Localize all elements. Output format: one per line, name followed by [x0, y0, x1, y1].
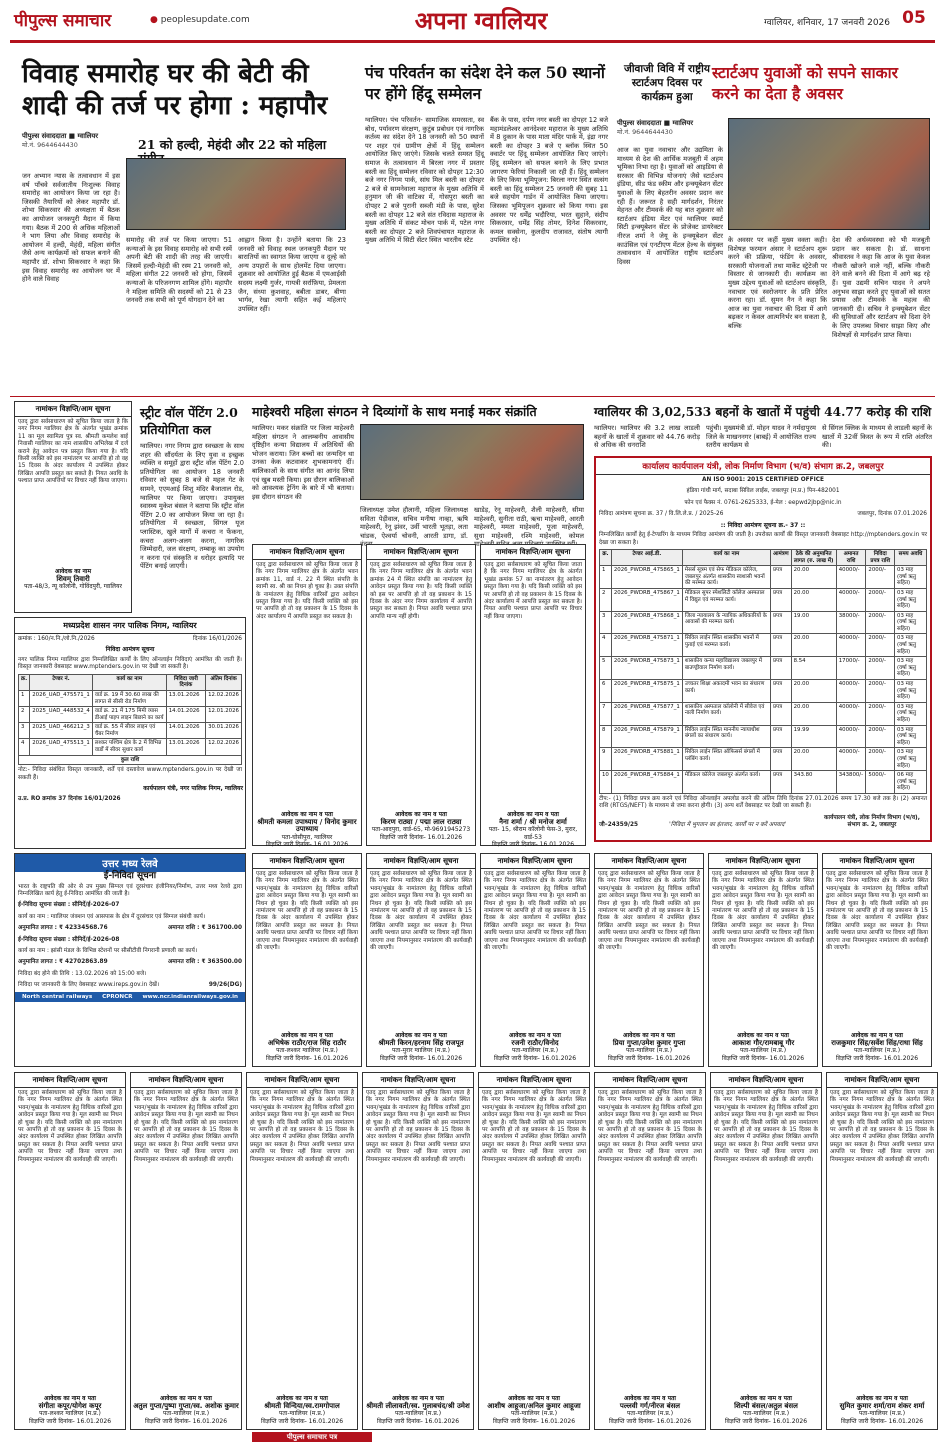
table-row: [600, 702, 927, 725]
dateline: ग्वालियर, शनिवार, 17 जनवरी 2026: [764, 18, 890, 28]
notice-title: नामांकन विज्ञप्ति/आम सूचना: [367, 545, 475, 560]
notice-sig-line: विज्ञप्ति जारी दिनांक- 16.01.2026: [144, 1417, 228, 1425]
table-cell: 20.00: [791, 566, 836, 589]
mpnn-tender: मध्यप्रदेश शासन नगर पालिक निगम, ग्वालियर क्रमांक : 160/न.नि./लो.नि./2026 दिनांक 16/01/2026 निविदा आमंत्रण सूचना नगर पालिक निगम ग्वालियर द्वारा निम्नलिखित कार्यों के लिए ऑनलाईन निविदाएं आमंत्रित की जाती हैं। विस्तृत जानकारी वेबसाइट www.mptenders.gov.in पर देखी जा सकती है। क्र. टेण्डर नं. कार्य का नाम निविदा जारी दिनांक अंतिम दिनांक 1 2026_UAD_475571_1 वार्ड क्र. 19 में 30.60 लाख की लागत से सीसी रोड निर्माण 13.01.2026 12.02.2026 2 2025_UAD_448532_4 वार्ड क्र. 21 में 175 मिमी व्यास डीआई पाइप लाइन बिछाने का कार्य 14.01.2026 12.01.2026 3 2025_UAD_466212_3 वार्ड क्र. 55 में सीवर लाइन एवं चैंबर निर्माण 14.01.2026 30.01.2026 4 2026_UAD_475513_1 लश्कर पश्चिम क्षेत्र के 2 में विभिन्न वार्डों में सीवर सुधार कार्य 13.01.2026 12.02.2026 कुल राशि नोट:- निविदा संबंधित विस्तृत जानकारी, शर्तें एवं दस्तावेज www.mptenders.gov.in पर देखी जा सकती हैं। कार्यपालन यंत्री, नगर पालिक निगम, ग्वालियर उ.प्र. RO क्रमांक 37 दिनांक 16/01/2026: [14, 617, 246, 849]
notice-sig-line: आवेदक का नाम व पता: [395, 811, 447, 818]
notice-sig-line: आवेदक का नाम व पता: [509, 1032, 561, 1039]
table-cell: 6: [600, 680, 612, 703]
notice-sig-line: आवेदक का नाम व पता: [392, 1395, 444, 1402]
table-row: [600, 725, 927, 748]
notice-sig-line: संगीता कपूर/योगेश कपूर: [38, 1401, 102, 1410]
notice-signature: [711, 1394, 821, 1426]
name-transfer-notice: [366, 853, 476, 1067]
maheshwari-col1: ग्वालियर। मकर संक्रांति पर जिला माहेश्वरी महिला संगठन ने आलम्बनीय आवासीय दृष्टिहीन कन्या विद्यालय में अतिथियों की भोजन कराया। जिन बच्चों का जन्मदिन था उनका केक कटवाकर शुभकामनाएं दीं। बालिकाओं के साथ संगीत का आनंद लिया एवं खुब मस्ती किया। इस दौरान बालिकाओं को आवश्यक ट्रेनिंग के बारे में भी बताया। इस दौरान संगठन की: [252, 424, 354, 501]
table-row: [600, 588, 927, 611]
notice-sig-line: पता-ग्वालियर (म.प्र.): [739, 1047, 787, 1054]
table-cell: 2026_PWDRB_475881_1: [611, 748, 682, 771]
table-cell: 2026_PWDRB_475867_1: [611, 588, 682, 611]
table-cell: 8: [600, 725, 612, 748]
notice-body: एतद् द्वारा सर्वसाधारण को सूचित किया जाता है कि नगर निगम ग्वालियर क्षेत्र के अंतर्गत स्थित भवन/भूखंड के नामांतरण हेतु विधिक वारिसों द्वारा आवेदन प्रस्तुत किया गया है। मूल स्वामी का निधन हो चुका है। यदि किसी व्यक्ति को इस नामांतरण पर आपत्ति हो तो वह प्रकाशन के 15 दिवस के अंदर कार्यालय में उपस्थित होकर लिखित आपत्ति प्रस्तुत कर सकता है। नियत अवधि पश्चात प्राप्त आपत्ति पर विचार नहीं किया जाएगा तथा नियमानुसार नामांतरण की कार्यवाही की जाएगी।: [482, 1090, 586, 1163]
table-cell: 19.00: [791, 611, 836, 634]
ladli-col2: पहुंची। मुख्यमंत्री डॉ. मोहन यादव ने नर्मदापुरम जिले के माखननगर (बाबई) में आयोजित राज्य स्तरीय कार्यक्रम से: [706, 424, 816, 450]
table-row: [600, 566, 927, 589]
table-cell: 03 माह (वर्षा ऋतु सहित): [895, 634, 927, 657]
notice-title: नामांकन विज्ञप्ति/आम सूचना: [479, 1073, 589, 1088]
notice-sig-line: आकाश गौर/रामबाबू गौर: [731, 1038, 795, 1047]
table-cell: 40000/-: [836, 588, 866, 611]
notice-sig-line: आवेदक का नाम व पता: [737, 1032, 789, 1039]
notice-signature: [367, 1031, 475, 1063]
table-cell: 10: [600, 771, 612, 794]
notice-title: नामांकन विज्ञप्ति/आम सूचना: [15, 1073, 125, 1088]
lead-photo: [126, 158, 346, 230]
notice-sig-line: अभिषेक राठौर/राज सिंह राठौर: [267, 1038, 347, 1047]
railway-brand: उत्तर मध्य रेलवे: [15, 854, 245, 872]
lead-subhead: 21 को हल्दी, मेहंदी और 22 को महिला: [138, 137, 327, 152]
railway-link: www.ncr.indianrailways.gov.in: [142, 993, 239, 1000]
notice-title: नामांकन विज्ञप्ति/आम सूचना: [253, 854, 361, 869]
table-cell: 03 माह (वर्षा ऋतु सहित): [895, 702, 927, 725]
notice-title: नामांकन विज्ञप्ति/आम सूचना: [709, 854, 817, 869]
notice-sig-line: विज्ञप्ति जारी दिनांक- 16.01.2026: [608, 1417, 692, 1425]
table-cell: 7: [600, 702, 612, 725]
table-cell: 20.00: [791, 748, 836, 771]
left-notice: नामांकन विज्ञप्ति/आम सूचना एतद् द्वारा सर्वसाधारण को सूचित किया जाता है कि नगर निगम ग्वालियर क्षेत्र के अंतर्गत भूखंड क्रमांक 11 का मूल स्वामित्व पुत्र स्व. श्रीमती कमलेश बाई निवासी ग्वालियर का नाम शासकीय अभिलेख में दर्ज कराने हेतु आवेदन पत्र प्रस्तुत किया गया है। यदि किसी व्यक्ति को इस नामांतरण पर आपत्ति हो तो वह 15 दिवस के अंदर कार्यालय में उपस्थित होकर लिखित आपत्ति प्रस्तुत कर सकते हैं। नियत अवधि के पश्चात प्राप्त आपत्तियों पर विचार नहीं किया जाएगा। आवेदक का नाम शिवम् तिवारी पता-48/3, न्यू कॉलोनी, गोविंदपुरी, ग्वालियर: [14, 401, 132, 613]
hindu-col1: ग्वालियर। पंच परिवर्तन- सामाजिक समरसता, स्व बोध, पर्यावरण संरक्षण, कुटुंब प्रबोधन एवं नागरिक कर्तव्य का संदेश देने 18 जनवरी को 50 स्थानों पर शहर एवं ग्रामीण क्षेत्रों में हिंदू सम्मेलन आयोजित किए जाएंगे। जिसके चलते समस्त हिंदू समाज के तत्वावधान में बिरला नगर में प्रस्तार बस्ती का हिंदू सम्मेलन रविवार को दोपहर 12:30 बजे नगर निगम पार्क, सांघ मिल बस्ती का दोपहर 2 बजे से सामनेवाला महाराज के मुख्य अतिथि में हनुमान जी की वाटिका में, गोसपुरा बस्ती का दोपहर 2 बजे पुरानी सब्जी मंडी के पास, सुरेश बस्ती का दोपहर 12 बजे संत रविदास महाराज के मुख्य अतिथि में संकट मोचन पार्क में, पटेल नगर बस्ती का दोपहर 2 बजे शिवपंचायत महाराज के मुख्य अतिथि में सिटी सेंटर स्थित भारतीय स्टेट: [365, 116, 484, 245]
name-transfer-notice: [594, 853, 704, 1067]
name-transfer-notice: [480, 853, 590, 1067]
hindu-col2: बैंक के पास, दर्पण नगर बस्ती का दोपहर 12 बजे महामंडलेश्वर आनंदेश्वर महाराज के मुख्य अतिथि में 8 दुकान के पास माता मंदिर पार्क में, इंद्रा नगर बस्ती का दोपहर 3 बजे ए ब्लॉक स्थित 50 क्वार्टर पर हिंदू सम्मेलन आयोजित किए जाएंगे। हिंदू सम्मेलन को सफल बनाने के लिए प्रभात जागरण फेरियां निकाली जा रही हैं। हिंदू सम्मेलन के लिए किया भूमिपूजन: बिरला नगर स्थित सत्संग बस्ती का हिंदू सम्मेलन 25 जनवरी की सुबह 11 बजे सहयोग गार्डन में आयोजित किया जाएगा। जिसका भूमिपूजन शुक्रवार को किया गया। इस अवसर पर धर्मेंद्र भदौरिया, भरत सुहाने, संदीप सिकरवार, धर्मेंद्र सिंह तोमर, दिनेश सिकरवार, कमल सक्सेना, कुलदीप राजावत, संतोष त्यागी उपस्थित रहे।: [490, 116, 608, 245]
pwd-tender: कार्यालय कार्यपालन यंत्री, लोक निर्माण विभाग (भ/व) संभाग क्र.2, जबलपुर AN ISO 9001: 2015 CERTIFIED OFFICE हंडिया गांधी मार्ग, सदाबा सिविल लाईंस, जबलपुर (म.प्र.) पिन-482001 फोन एवं फैक्स नं. 0761-2625333, ई-मेल : eepwd2jbp@nic.in निविदा आमंत्रण सूचना क्र. 37 / वि.लि.ले.प्र. / 2025-26 जबलपुर, दिनांक 07.01.2026 :: निविदा आमंत्रण सूचना क्र.- 37 :: निम्नलिखित कार्यों हेतु ई-टेण्डरिंग के माध्यम निविदा आमंत्रण की जाती है। उपरोक्त कार्यों की विस्तृत जानकारी वेबसाइट http://mptenders.gov.in पर देखा जा सकता है। क्र. टेण्डर आई.डी. कार्य का नाम आमंत्रण ठेके की अनुमानित लागत (रु. लाख में) अमानत राशि निविदा प्रपत्र राशि समय अवधि 1 2026_PWDRB_475865_1 मेसर्स सूत्रम एवं सेफ मेडिकल कॉलेज, जबलपुर अंतर्गत शासकीय स्वशासी भवनों की मरम्मत कार्य। प्रपत्र 20.00 40000/- 2000/- 03 माह (वर्षा ऋतु सहित) 2 2026_PWDRB_475867_1 मेडिकल सुपर स्पेशलिटी कॉलेज अस्पताल में विद्युत एवं मरम्मत कार्य। प्रपत्र 20.00 40000/- 2000/- 03 माह (वर्षा ऋतु सहित) 3 2026_PWDRB_475868_1 जिला न्यायालय के न्यायिक अधिकारियों के आवासों की मरम्मत कार्य। प्रपत्र 19.00 38000/- 2000/- 03 माह (वर्षा ऋतु सहित) 4 2026_PWDRB_475871_1 सिविल लाईन स्थित शासकीय भवनों में पुताई एवं मरम्मत कार्य। प्रपत्र 20.00 40000/- 2000/- 03 माह (वर्षा ऋतु सहित) 5 2026_PWDRB_475873_1 शासकीय कन्या महाविद्यालय जबलपुर में बाउण्ड्रीवाल निर्माण कार्य। प्रपत्र 8.54 17000/- 2000/- 03 माह (वर्षा ऋतु सहित) 6 2026_PWDRB_475875_1 उच्चतर शिक्षा अकादमी भवन का संधारण कार्य। प्रपत्र 20.00 40000/- 2000/- 03 माह (वर्षा ऋतु सहित) 7 2026_PWDRB_475877_1 शासकीय अस्पताल कॉलोनी में सीवेज एवं नाली निर्माण कार्य। प्रपत्र 20.00 40000/- 2000/- 03 माह (वर्षा ऋतु सहित) 8 2026_PWDRB_475879_1 सिविल लाईन स्थित माननीय न्यायाधीश बंगलों का संधारण कार्य। प्रपत्र 19.99 40000/- 2000/- 03 माह (वर्षा ऋतु सहित) 9 2026_PWDRB_475881_1 सिविल लाईन स्थित ऑफिसर्स बंगलों में प्लंबिंग कार्य। प्रपत्र 20.00 40000/- 2000/- 03 माह (वर्षा ऋतु सहित) 10 2026_PWDRB_475884_1 मेडिकल कॉलेज जबलपुर अंतर्गत कार्य। प्रपत्र 343.80 343800/- 5000/- 06 माह (वर्षा ऋतु सहित) टीप:- (1) निविदा प्रपत्र क्रय करने एवं निविदा ऑनलाईन अपलोड करने की अंतिम तिथि दिनांक 27.01.2026 समय 17.30 बजे तक है। (2) अमानत राशि (RTGS/NEFT) के माध्यम से जमा करना होगी। (3) अन्य शर्तें वेबसाइट पर देखी जा सकती हैं। जी–24359/25 'निविदा में भुगतान का इंतजार, कार्यों पर न करें अपवाद' कार्यपालन यंत्री, लोक निर्माण विभाग (भ/व), संभाग क्र. 2, जबलपुर: [594, 456, 932, 842]
notice-sig-line: पता-घोसीपुरा, ग्वालियर: [281, 833, 333, 841]
notice-sig-line: पता-ग्वालियर (म.प्र.): [394, 1410, 442, 1417]
masthead: [0, 0, 945, 44]
notice-sig-line: पता-ग्वालियर (म.प्र.): [278, 1410, 326, 1417]
table-row: [600, 611, 927, 634]
notice-body: एतद् द्वारा सर्वसाधारण को सूचित किया जाता है कि नगर निगम ग्वालियर क्षेत्र के अंतर्गत स्थित भवन/भूखंड के नामांतरण हेतु विधिक वारिसों द्वारा आवेदन प्रस्तुत किया गया है। मूल स्वामी का निधन हो चुका है। यदि किसी व्यक्ति को इस नामांतरण पर आपत्ति हो तो वह प्रकाशन के 15 दिवस के अंदर कार्यालय में उपस्थित होकर लिखित आपत्ति प्रस्तुत कर सकता है। नियत अवधि पश्चात प्राप्त आपत्ति पर विचार नहीं किया जाएगा तथा नियमानुसार नामांतरण की कार्यवाही की जाएगी।: [256, 871, 358, 952]
table-cell: मेडिकल कॉलेज जबलपुर अंतर्गत कार्य।: [682, 771, 770, 794]
bottom-banner: पीपुल्स समाचार पत्र: [252, 1432, 372, 1442]
table-cell: मेडिकल सुपर स्पेशलिटी कॉलेज अस्पताल में विद्युत एवं मरम्मत कार्य।: [682, 588, 770, 611]
notice-signature: [827, 1394, 937, 1426]
notice-title: नामांकन विज्ञप्ति/आम सूचना: [253, 545, 361, 560]
notice-body: एतद् द्वारा सर्वसाधारण को सूचित किया जाता है कि नगर निगम ग्वालियर क्षेत्र के अंतर्गत स्थित भवन/भूखंड के नामांतरण हेतु विधिक वारिसों द्वारा आवेदन प्रस्तुत किया गया है। मूल स्वामी का निधन हो चुका है। यदि किसी व्यक्ति को इस नामांतरण पर आपत्ति हो तो वह प्रकाशन के 15 दिवस के अंदर कार्यालय में उपस्थित होकर लिखित आपत्ति प्रस्तुत कर सकता है। नियत अवधि पश्चात प्राप्त आपत्ति पर विचार नहीं किया जाएगा तथा नियमानुसार नामांतरण की कार्यवाही की जाएगी।: [598, 1090, 702, 1163]
table-cell: 03 माह (वर्षा ऋतु सहित): [895, 748, 927, 771]
notice-sig-line: विज्ञप्ति जारी दिनांक- 16.01.2026: [379, 1054, 463, 1062]
notice-signature: [481, 810, 585, 850]
lead-col2: समारोह की तर्ज पर किया जाएगा। 51 कन्याओं के इस विवाह समारोह को सभी रस्में अपनी बेटी की शादी की तरह की जाएगी। जिसमें हल्दी-मेहंदी की रस्म 21 जनवरी को, महिला संगीत 22 जनवरी को होगा, जिसमें कन्याओं के परिजनगण शामिल होंगे। महापौर ने महिला समिति की सदस्यों को 21 से 23 जनवरी तक सभी को पूर्ण योगदान देने का: [126, 236, 232, 305]
table-cell: 19.99: [791, 725, 836, 748]
notice-title: नामांकन विज्ञप्ति/आम सूचना: [247, 1073, 357, 1088]
table-row: [600, 634, 927, 657]
startup-col2: देश की अर्थव्यवस्था को भी मजबूती प्रदान कर सकता है। डॉ. साधना श्रीवास्तव ने कहा कि आज के युवा केवल नौकरी खोजने वाले नहीं, बल्कि नौकरी देने वाले बनने की दिशा में आगे बढ़ रहे हैं। युवा उद्यमी सचिन यादव ने अपने अनुभव साझा करते हुए युवाओं को सतत प्रयास और टीमवर्क के महत्व की जानकारी दी। सचिव ने इन्क्यूबेशन सेंटर की सुविधाओं और स्टार्टअप को दिशा देने के लिए उपलब्ध विचार साझा किए और विशेषज्ञों से मार्गदर्शन प्राप्त किया।: [832, 236, 930, 339]
notice-sig-line: आवेदक का नाम व पता: [160, 1395, 212, 1402]
notice-body: एतद् द्वारा सर्वसाधारण को सूचित किया जाता है कि नगर निगम ग्वालियर क्षेत्र के अंतर्गत भवन क्रमांक 24 में स्थित संपत्ति का नामांतरण हेतु आवेदन प्रस्तुत किया गया है। यदि किसी व्यक्ति को इस पर आपत्ति हो तो वह प्रकाशन के 15 दिवस के अंदर नगर निगम कार्यालय में आपत्ति प्रस्तुत कर सकता है। नियत अवधि पश्चात प्राप्त आपत्ति मान्य नहीं होगी।: [370, 562, 472, 620]
notice-signature: [247, 1394, 357, 1426]
maheshwari-col2: जिलाध्यक्ष उमेश हौलानी, महिला जिलाध्यक्ष सविता पेड़ीवाल, सचिव मनीषा नाव्हा, ऋषि माहेश्वरी, रेनू झंवर, उर्वी भारती भूतड़ा, लता चांडक, ऐश्वर्या चोवनी, आरती डागा, डॉ.: [360, 506, 468, 540]
notice-sig-line: आवेदक का नाम व पता: [623, 1032, 675, 1039]
table-cell: 38000/-: [836, 611, 866, 634]
table-row: [600, 657, 927, 680]
notice-sig-line: पता-ग्वालियर (म.प्र.): [858, 1410, 906, 1417]
table-cell: सिविल लाईन स्थित माननीय न्यायाधीश बंगलों का संधारण कार्य।: [682, 725, 770, 748]
startup-headline: स्टार्टअप युवाओं को सपने साकार करने का देता है अवसर: [712, 63, 898, 103]
notice-sig-line: पता-ग्वालियर (म.प्र.): [511, 1047, 559, 1054]
notice-sig-line: पता-मुरार ग्वालियर (म.प्र.): [391, 1047, 451, 1054]
notice-signature: [253, 1031, 361, 1063]
notice-title: नामांकन विज्ञप्ति/आम सूचना: [481, 545, 585, 560]
table-cell: 2000/-: [866, 588, 895, 611]
table-cell: 3: [600, 611, 612, 634]
notice-body: एतद् द्वारा सर्वसाधारण को सूचित किया जाता है कि नगर निगम ग्वालियर क्षेत्र के अंतर्गत स्थित भवन/भूखंड के नामांतरण हेतु विधिक वारिसों द्वारा आवेदन प्रस्तुत किया गया है। मूल स्वामी का निधन हो चुका है। यदि किसी व्यक्ति को इस नामांतरण पर आपत्ति हो तो वह प्रकाशन के 15 दिवस के अंदर कार्यालय में उपस्थित होकर लिखित आपत्ति प्रस्तुत कर सकता है। नियत अवधि पश्चात प्राप्त आपत्ति पर विचार नहीं किया जाएगा तथा नियमानुसार नामांतरण की कार्यवाही की जाएगी।: [134, 1090, 238, 1163]
notice-sig-line: विज्ञप्ति जारी दिनांक- 16.01.2026: [493, 1054, 577, 1062]
notice-sig-line: पता-आदपुरा, वार्ड-65, मो-9691945273: [371, 826, 471, 833]
section-title: अपना ग्वालियर: [414, 6, 548, 35]
table-cell: 2000/-: [866, 566, 895, 589]
lead-col1: जन अभ्यान न्यास के तत्वावधान में इस वर्ष पाँचवे सर्वजातीय निःशुल्क विवाह समारोह का आयोजन किया जा रहा है। जिसकी तैयारियों को लेकर महापौर डॉ. शोभा सिकरवार की अध्यक्षता में बैठक का आयोजन जनकपुरी मैदान में किया गया। बैठक में 200 से अधिक महिलाओं ने भाग लिया और विवाह समारोह के आयोजन में हल्दी, मेहंदी, महिला संगीत जैसे अन्य कार्यक्रमों को सफल बनाने की महापौर डॉ. शोभा सिकरवार ने कहा कि इस विवाह समारोह का आयोजन घर में होने वाले विवाह: [22, 172, 120, 284]
railway-link: CPRONCR: [102, 993, 133, 1000]
notice-signature: [709, 1031, 817, 1063]
notice-sig-line: पता-ग्वालियर (म.प्र.): [853, 1047, 901, 1054]
table-cell: 40000/-: [836, 725, 866, 748]
divider-top: [10, 396, 935, 397]
notice-sig-line: पता-ग्वालियर (म.प्र.): [626, 1410, 674, 1417]
notice-sig-line: अतुल गुप्ता/पुष्पा गुप्ता/स्व. अशोक कुमार: [133, 1401, 239, 1410]
notice-body: एतद् द्वारा सर्वसाधारण को सूचित किया जाता है कि नगर निगम ग्वालियर क्षेत्र के अंतर्गत स्थित भवन/भूखंड के नामांतरण हेतु विधिक वारिसों द्वारा आवेदन प्रस्तुत किया गया है। मूल स्वामी का निधन हो चुका है। यदि किसी व्यक्ति को इस नामांतरण पर आपत्ति हो तो वह प्रकाशन के 15 दिवस के अंदर कार्यालय में उपस्थित होकर लिखित आपत्ति प्रस्तुत कर सकता है। नियत अवधि पश्चात प्राप्त आपत्ति पर विचार नहीं किया जाएगा तथा नियमानुसार नामांतरण की कार्यवाही की जाएगी।: [598, 871, 700, 952]
table-cell: 2026_PWDRB_475875_1: [611, 680, 682, 703]
notice-sig-line: विज्ञप्ति जारी दिनांक- 16.01.2026: [721, 1054, 805, 1062]
notice-body: एतद् द्वारा सर्वसाधारण को सूचित किया जाता है कि नगर निगम ग्वालियर क्षेत्र के अंतर्गत स्थित भवन/भूखंड के नामांतरण हेतु विधिक वारिसों द्वारा आवेदन प्रस्तुत किया गया है। मूल स्वामी का निधन हो चुका है। यदि किसी व्यक्ति को इस नामांतरण पर आपत्ति हो तो वह प्रकाशन के 15 दिवस के अंदर कार्यालय में उपस्थित होकर लिखित आपत्ति प्रस्तुत कर सकता है। नियत अवधि पश्चात प्राप्त आपत्ति पर विचार नहीं किया जाएगा तथा नियमानुसार नामांतरण की कार्यवाही की जाएगी।: [250, 1090, 354, 1163]
table-cell: शासकीय अस्पताल कॉलोनी में सीवेज एवं नाली निर्माण कार्य।: [682, 702, 770, 725]
ladli-col3: से सिंगल क्लिक के माध्यम से लाडली बहनों के खातों में 32वीं किस्त के रूप में राशि अंतरित की।: [822, 424, 932, 450]
notice-sig-line: पता-ग्वालियर (म.प्र.): [625, 1047, 673, 1054]
name-transfer-notice: [14, 1072, 126, 1430]
table-row: 4 2026_UAD_475513_1 लश्कर पश्चिम क्षेत्र के 2 में विभिन्न वार्डों में सीवर सुधार कार्य 13.01.2026 12.02.2026: [19, 739, 242, 755]
notice-signature: [15, 1394, 125, 1426]
notice-sig-line: विज्ञप्ति जारी दिनांक- 16.01.2026: [835, 1054, 919, 1062]
notice-signature: [253, 810, 361, 850]
table-cell: प्रपत्र: [770, 748, 791, 771]
table-cell: 2000/-: [866, 748, 895, 771]
table-cell: जिला न्यायालय के न्यायिक अधिकारियों के आवासों की मरम्मत कार्य।: [682, 611, 770, 634]
notice-sig-line: आवेदक का नाम व पता: [508, 1395, 560, 1402]
table-cell: 03 माह (वर्षा ऋतु सहित): [895, 566, 927, 589]
name-transfer-notice: [826, 1072, 938, 1430]
notice-title: नामांकन विज्ञप्ति/आम सूचना: [363, 1073, 473, 1088]
table-cell: 2000/-: [866, 725, 895, 748]
notice-body: एतद् द्वारा सर्वसाधारण को सूचित किया जाता है कि नगर निगम ग्वालियर क्षेत्र के अंतर्गत स्थित भवन/भूखंड के नामांतरण हेतु विधिक वारिसों द्वारा आवेदन प्रस्तुत किया गया है। मूल स्वामी का निधन हो चुका है। यदि किसी व्यक्ति को इस नामांतरण पर आपत्ति हो तो वह प्रकाशन के 15 दिवस के अंदर कार्यालय में उपस्थित होकर लिखित आपत्ति प्रस्तुत कर सकता है। नियत अवधि पश्चात प्राप्त आपत्ति पर विचार नहीं किया जाएगा तथा नियमानुसार नामांतरण की कार्यवाही की जाएगी।: [830, 1090, 934, 1163]
notice-body: एतद् द्वारा सर्वसाधारण को सूचित किया जाता है कि नगर निगम ग्वालियर क्षेत्र के अंतर्गत स्थित भवन/भूखंड के नामांतरण हेतु विधिक वारिसों द्वारा आवेदन प्रस्तुत किया गया है। मूल स्वामी का निधन हो चुका है। यदि किसी व्यक्ति को इस नामांतरण पर आपत्ति हो तो वह प्रकाशन के 15 दिवस के अंदर कार्यालय में उपस्थित होकर लिखित आपत्ति प्रस्तुत कर सकता है। नियत अवधि पश्चात प्राप्त आपत्ति पर विचार नहीं किया जाएगा तथा नियमानुसार नामांतरण की कार्यवाही की जाएगी।: [712, 871, 814, 952]
table-cell: सिविल लाईन स्थित शासकीय भवनों में पुताई एवं मरम्मत कार्य।: [682, 634, 770, 657]
notice-title: नामांकन विज्ञप्ति/आम सूचना: [711, 1073, 821, 1088]
maheshwari-headline: माहेश्वरी महिला संगठन ने दिव्यांगों के साथ मनाई मकर संक्रांति: [252, 404, 537, 419]
brand-logo: पीपुल्स समाचार: [14, 11, 112, 31]
table-cell: 03 माह (वर्षा ऋतु सहित): [895, 657, 927, 680]
notice-sig-line: विज्ञप्ति जारी दिनांक- 16.01.2026: [265, 841, 349, 848]
notice-sig-line: विज्ञप्ति जारी दिनांक- 16.01.2026: [376, 1417, 460, 1425]
table-cell: 2000/-: [866, 634, 895, 657]
name-transfer-notice: [252, 853, 362, 1067]
pwd-table: क्र. टेण्डर आई.डी. कार्य का नाम आमंत्रण ठेके की अनुमानित लागत (रु. लाख में) अमानत राशि निविदा प्रपत्र राशि समय अवधि 1 2026_PWDRB_475865_1 मेसर्स सूत्रम एवं सेफ मेडिकल कॉलेज, जबलपुर अंतर्गत शासकीय स्वशासी भवनों की मरम्मत कार्य। प्रपत्र 20.00 40000/- 2000/- 03 माह (वर्षा ऋतु सहित) 2 2026_PWDRB_475867_1 मेडिकल सुपर स्पेशलिटी कॉलेज अस्पताल में विद्युत एवं मरम्मत कार्य। प्रपत्र 20.00 40000/- 2000/- 03 माह (वर्षा ऋतु सहित) 3 2026_PWDRB_475868_1 जिला न्यायालय के न्यायिक अधिकारियों के आवासों की मरम्मत कार्य। प्रपत्र 19.00 38000/- 2000/- 03 माह (वर्षा ऋतु सहित) 4 2026_PWDRB_475871_1 सिविल लाईन स्थित शासकीय भवनों में पुताई एवं मरम्मत कार्य। प्रपत्र 20.00 40000/- 2000/- 03 माह (वर्षा ऋतु सहित) 5 2026_PWDRB_475873_1 शासकीय कन्या महाविद्यालय जबलपुर में बाउण्ड्रीवाल निर्माण कार्य। प्रपत्र 8.54 17000/- 2000/- 03 माह (वर्षा ऋतु सहित) 6 2026_PWDRB_475875_1 उच्चतर शिक्षा अकादमी भवन का संधारण कार्य। प्रपत्र 20.00 40000/- 2000/- 03 माह (वर्षा ऋतु सहित) 7 2026_PWDRB_475877_1 शासकीय अस्पताल कॉलोनी में सीवेज एवं नाली निर्माण कार्य। प्रपत्र 20.00 40000/- 2000/- 03 माह (वर्षा ऋतु सहित) 8 2026_PWDRB_475879_1 सिविल लाईन स्थित माननीय न्यायाधीश बंगलों का संधारण कार्य। प्रपत्र 19.99 40000/- 2000/- 03 माह (वर्षा ऋतु सहित) 9 2026_PWDRB_475881_1 सिविल लाईन स्थित ऑफिसर्स बंगलों में प्लंबिंग कार्य। प्रपत्र 20.00 40000/- 2000/- 03 माह (वर्षा ऋतु सहित) 10 2026_PWDRB_475884_1 मेडिकल कॉलेज जबलपुर अंतर्गत कार्य। प्रपत्र 343.80 343800/- 5000/- 06 माह (वर्षा ऋतु सहित): [599, 549, 927, 794]
jiwaji-col1: आज का युवा नवाचार और उद्यमिता के माध्यम से देश की आर्थिक मजबूती में अहम भूमिका निभा रहा है। युवाओं को आइडिया से सरकार की विभिन्न योजनाएं जैसे स्टार्टअप इंडिया, सीड फंड स्कीम और इन्क्यूबेशन सेंटर युवाओं के लिए बेहतरीन अवसर प्रदान कर रही हैं। जरूरत है सही मार्गदर्शन, निरंतर मेहनत और टीमवर्क की यह बात शुक्रवार को स्टार्टअप इंडिया मेंटर एवं ग्वालियर स्मार्ट सिटी इन्क्यूबेशन सेंटर के प्रोजेक्ट डायरेक्टर नीरज शर्मा ने जेयू के इन्क्यूबेशन सेंटर काउंसिल एवं एनटीएण मेंटल हेल्थ के संयुक्त तत्वावधान में आयोजित राष्ट्रीय स्टार्टअप दिवस: [617, 146, 723, 266]
notice-sig-line: आवेदक का नाम व पता: [624, 1395, 676, 1402]
hindu-headline: पंच परिवर्तन का संदेश देने कल 50 स्थानों पर होंगे हिंदू सम्मेलन: [365, 63, 605, 103]
table-cell: 40000/-: [836, 680, 866, 703]
notice-signature: [131, 1394, 241, 1426]
table-cell: प्रपत्र: [770, 702, 791, 725]
name-transfer-notice: [480, 544, 586, 846]
table-cell: प्रपत्र: [770, 611, 791, 634]
notice-title: नामांकन विज्ञप्ति/आम सूचना: [481, 854, 589, 869]
notice-sig-line: पता-ग्वालियर (म.प्र.): [510, 1410, 558, 1417]
notice-sig-line: प्रिया गुप्ता/उमेश कुमार गुप्ता: [612, 1038, 686, 1047]
notice-sig-line: आशीष आहूजा/अनिल कुमार आहूजा: [487, 1401, 581, 1410]
notice-body: एतद् द्वारा सर्वसाधारण को सूचित किया जाता है कि नगर निगम ग्वालियर क्षेत्र के अंतर्गत स्थित भवन/भूखंड के नामांतरण हेतु विधिक वारिसों द्वारा आवेदन प्रस्तुत किया गया है। मूल स्वामी का निधन हो चुका है। यदि किसी व्यक्ति को इस नामांतरण पर आपत्ति हो तो वह प्रकाशन के 15 दिवस के अंदर कार्यालय में उपस्थित होकर लिखित आपत्ति प्रस्तुत कर सकता है। नियत अवधि पश्चात प्राप्त आपत्ति पर विचार नहीं किया जाएगा तथा नियमानुसार नामांतरण की कार्यवाही की जाएगी।: [18, 1090, 122, 1163]
table-cell: 20.00: [791, 702, 836, 725]
maheshwari-photo: [360, 424, 584, 500]
notice-signature: [595, 1394, 705, 1426]
table-cell: 8.54: [791, 657, 836, 680]
name-transfer-notice: [822, 853, 932, 1067]
table-row: 3 2025_UAD_466212_3 वार्ड क्र. 55 में सीवर लाइन एवं चैंबर निर्माण 14.01.2026 30.01.2026: [19, 723, 242, 739]
street-body: ग्वालियर। नगर निगम द्वारा स्वच्छता के साथ शहर की सौंदर्यता के लिए युवा व इच्छुक व्यक्ति व समूहों द्वारा स्ट्रीट वॉल पेंटिंग 2.0 प्रतियोगिता का आयोजन 18 जनवरी रविवार को सुबह 8 बजे से महल गेट के सामने, एएमआई शिशु मंदिर बैजाताल रोड, ग्वालियर पर किया जाएगा। उपायुक्त स्वास्थ्य मुकेश बंसल ने बताया कि स्ट्रीट वॉल पेंटिंग 2.0 का आयोजन किया जा रहा है। प्रतियोगिता में स्वच्छता, सिंगल यूज प्लास्टिक, खुले मार्गों में कचरा न फेंकना, कचरा अलग-अलग करना, नागरिक जिम्मेदारी, जल संरक्षण, तम्बाकू का उपयोग न करना एवं संस्कृति व धरोहर इत्यादि पर पेंटिंग बनाई जाएगी।: [140, 442, 244, 571]
notice-body: एतद् द्वारा सर्वसाधारण को सूचित किया जाता है कि नगर निगम ग्वालियर क्षेत्र के अंतर्गत स्थित भवन/भूखंड के नामांतरण हेतु विधिक वारिसों द्वारा आवेदन प्रस्तुत किया गया है। मूल स्वामी का निधन हो चुका है। यदि किसी व्यक्ति को इस नामांतरण पर आपत्ति हो तो वह प्रकाशन के 15 दिवस के अंदर कार्यालय में उपस्थित होकर लिखित आपत्ति प्रस्तुत कर सकता है। नियत अवधि पश्चात प्राप्त आपत्ति पर विचार नहीं किया जाएगा तथा नियमानुसार नामांतरण की कार्यवाही की जाएगी।: [826, 871, 928, 952]
table-cell: 2000/-: [866, 702, 895, 725]
mpnn-table: क्र. टेण्डर नं. कार्य का नाम निविदा जारी दिनांक अंतिम दिनांक 1 2026_UAD_475571_1 वार्ड क्र. 19 में 30.60 लाख की लागत से सीसी रोड निर्माण 13.01.2026 12.02.2026 2 2025_UAD_448532_4 वार्ड क्र. 21 में 175 मिमी व्यास डीआई पाइप लाइन बिछाने का कार्य 14.01.2026 12.01.2026 3 2025_UAD_466212_3 वार्ड क्र. 55 में सीवर लाइन एवं चैंबर निर्माण 14.01.2026 30.01.2026 4 2026_UAD_475513_1 लश्कर पश्चिम क्षेत्र के 2 में विभिन्न वार्डों में सीवर सुधार कार्य 13.01.2026 12.02.2026 कुल राशि: [18, 674, 242, 766]
notice-sig-line: राजकुमार सिंह/सर्वेश सिंह/राधा सिंह: [831, 1038, 923, 1047]
notice-sig-line: विज्ञप्ति जारी दिनांक- 16.01.2026: [492, 1417, 576, 1425]
table-cell: 2000/-: [866, 680, 895, 703]
table-cell: प्रपत्र: [770, 588, 791, 611]
table-cell: प्रपत्र: [770, 566, 791, 589]
table-cell: प्रपत्र: [770, 634, 791, 657]
table-cell: 03 माह (वर्षा ऋतु सहित): [895, 680, 927, 703]
notice-signature: [481, 1031, 589, 1063]
notice-signature: [363, 1394, 473, 1426]
notice-sig-line: विज्ञप्ति जारी दिनांक- 16.01.2026: [265, 1054, 349, 1062]
notice-sig-line: आवेदक का नाम व पता: [851, 1032, 903, 1039]
table-row: 2 2025_UAD_448532_4 वार्ड क्र. 21 में 175 मिमी व्यास डीआई पाइप लाइन बिछाने का कार्य 14.01.2026 12.01.2026: [19, 707, 242, 723]
railway-link: North central railways: [21, 993, 93, 1000]
table-cell: 2026_PWDRB_475884_1: [611, 771, 682, 794]
notice-title: नामांकन विज्ञप्ति/आम सूचना: [827, 1073, 937, 1088]
table-cell: 1: [600, 566, 612, 589]
table-cell: 20.00: [791, 680, 836, 703]
name-transfer-notice: [246, 1072, 358, 1430]
table-cell: 40000/-: [836, 566, 866, 589]
notice-signature: [823, 1031, 931, 1063]
table-cell: 20.00: [791, 588, 836, 611]
table-row: 1 2026_UAD_475571_1 वार्ड क्र. 19 में 30.60 लाख की लागत से सीसी रोड निर्माण 13.01.2026 12.02.2026: [19, 690, 242, 706]
table-cell: 20.00: [791, 634, 836, 657]
ladli-col1: ग्वालियर। ग्वालियर की 3.2 लाख लाडली बहनों के खातों में शुक्रवार को 44.76 करोड़ से अधिक की धनराशि: [594, 424, 700, 450]
table-cell: 40000/-: [836, 702, 866, 725]
name-transfer-notice: [478, 1072, 590, 1430]
name-transfer-notice: [130, 1072, 242, 1430]
table-cell: 40000/-: [836, 748, 866, 771]
table-cell: 2026_PWDRB_475879_1: [611, 725, 682, 748]
notice-sig-line: पता-लश्कर ग्वालियर (म.प्र.): [276, 1047, 338, 1054]
globe-icon: ●: [150, 15, 161, 25]
lead-headline: विवाह समारोह घर की बेटी की शादी की तर्ज पर होगा : महापौर: [22, 59, 328, 121]
table-cell: सिविल लाईन स्थित ऑफिसर्स बंगलों में प्लंबिंग कार्य।: [682, 748, 770, 771]
lead-byline: पीपुल्स संवाददाता ■ ग्वालियर मो.नं. 9644644430: [22, 132, 99, 149]
table-cell: 03 माह (वर्षा ऋतु सहित): [895, 725, 927, 748]
notice-sig-line: विज्ञप्ति जारी दिनांक- 16.01.2026: [260, 1417, 344, 1425]
table-cell: 2026_PWDRB_475873_1: [611, 657, 682, 680]
name-transfer-notice: [362, 1072, 474, 1430]
notice-sig-line: श्रीमती लीलावती/स्व. गुलाबचंद/श्री उमेश: [366, 1401, 470, 1410]
notice-sig-line: शिल्पी बंसल/अतुल बंसल: [734, 1401, 798, 1410]
notice-sig-line: पता-ग्वालियर (म.प्र.): [162, 1410, 210, 1417]
table-row: [600, 680, 927, 703]
notice-sig-line: आवेदक का नाम व पता: [395, 1032, 447, 1039]
table-cell: 2026_PWDRB_475868_1: [611, 611, 682, 634]
railway-tender: उत्तर मध्य रेलवे ई-निविदा सूचना भारत के राष्ट्रपति की ओर से उप मुख्य सिग्नल एवं दूरसंचार इंजीनियर/निर्माण, उत्तर मध्य रेलवे द्वारा निम्नलिखित कार्य हेतु ई-निविदा आमंत्रित की जाती है। ई-निविदा सूचना संख्या : सीनिर्दे/ई-2026-07 कार्य का नाम : ग्वालियर जंक्शन एवं आसपास के क्षेत्र में दूरसंचार एवं सिग्नल संबंधी कार्य। अनुमानित लागत : ₹ 42334568.76 अमानत राशि : ₹ 361700.00 ई-निविदा सूचना संख्या : सीनिर्दे/ई-2026-08 कार्य का नाम : झांसी मंडल के विभिन्न स्टेशनों पर सीसीटीवी निगरानी प्रणाली का कार्य। अनुमानित लागत : ₹ 42702863.89 अमानत राशि : ₹ 363500.00 निविदा बंद होने की तिथि : 13.02.2026 को 15:00 बजे। निविदा पर जानकारी के लिए वेबसाइट www.ireps.gov.in देखें। 99/26(DG) North central railways CPRONCR www.ncr.indianrailways.gov.in: [14, 853, 246, 1067]
table-cell: प्रपत्र: [770, 725, 791, 748]
page-number: 05: [902, 8, 926, 28]
notice-sig-line: श्रीमती विन्दिया/स्व.रामगोपाल: [264, 1401, 340, 1410]
notice-sig-line: आवेदक का नाम व पता: [856, 1395, 908, 1402]
table-cell: 2026_PWDRB_475865_1: [611, 566, 682, 589]
notice-title: नामांकन विज्ञप्ति/आम सूचना: [367, 854, 475, 869]
name-transfer-notice: [594, 1072, 706, 1430]
table-cell: 2026_PWDRB_475877_1: [611, 702, 682, 725]
notice-sig-line: आवेदक का नाम व पता: [281, 1032, 333, 1039]
table-cell: 343800/-: [836, 771, 866, 794]
notice-body: एतद् द्वारा सर्वसाधारण को सूचित किया जाता है कि नगर निगम ग्वालियर क्षेत्र के अंतर्गत स्थित भवन/भूखंड के नामांतरण हेतु विधिक वारिसों द्वारा आवेदन प्रस्तुत किया गया है। मूल स्वामी का निधन हो चुका है। यदि किसी व्यक्ति को इस नामांतरण पर आपत्ति हो तो वह प्रकाशन के 15 दिवस के अंदर कार्यालय में उपस्थित होकर लिखित आपत्ति प्रस्तुत कर सकता है। नियत अवधि पश्चात प्राप्त आपत्ति पर विचार नहीं किया जाएगा तथा नियमानुसार नामांतरण की कार्यवाही की जाएगी।: [714, 1090, 818, 1163]
notice-sig-line: रजनी राठौर/विनोद: [511, 1038, 559, 1047]
railway-links: [15, 992, 245, 1002]
name-transfer-notice: [710, 1072, 822, 1430]
notice-body: एतद् द्वारा सर्वसाधारण को सूचित किया जाता है कि नगर निगम ग्वालियर क्षेत्र के अंतर्गत स्थित भवन/भूखंड के नामांतरण हेतु विधिक वारिसों द्वारा आवेदन प्रस्तुत किया गया है। मूल स्वामी का निधन हो चुका है। यदि किसी व्यक्ति को इस नामांतरण पर आपत्ति हो तो वह प्रकाशन के 15 दिवस के अंदर कार्यालय में उपस्थित होकर लिखित आपत्ति प्रस्तुत कर सकता है। नियत अवधि पश्चात प्राप्त आपत्ति पर विचार नहीं किया जाएगा तथा नियमानुसार नामांतरण की कार्यवाही की जाएगी।: [484, 871, 586, 952]
notice-sig-line: विज्ञप्ति जारी दिनांक- 16.01.2026: [28, 1417, 112, 1425]
table-cell: प्रपत्र: [770, 771, 791, 794]
table-cell: प्रपत्र: [770, 680, 791, 703]
notice-body: एतद् द्वारा सर्वसाधारण को सूचित किया जाता है कि नगर निगम ग्वालियर क्षेत्र के अंतर्गत स्थित भवन/भूखंड के नामांतरण हेतु विधिक वारिसों द्वारा आवेदन प्रस्तुत किया गया है। मूल स्वामी का निधन हो चुका है। यदि किसी व्यक्ति को इस नामांतरण पर आपत्ति हो तो वह प्रकाशन के 15 दिवस के अंदर कार्यालय में उपस्थित होकर लिखित आपत्ति प्रस्तुत कर सकता है। नियत अवधि पश्चात प्राप्त आपत्ति पर विचार नहीं किया जाएगा तथा नियमानुसार नामांतरण की कार्यवाही की जाएगी।: [370, 871, 472, 952]
table-cell: 03 माह (वर्षा ऋतु सहित): [895, 611, 927, 634]
table-cell: प्रपत्र: [770, 657, 791, 680]
notice-sig-line: आवेदक का नाम व पता: [276, 1395, 328, 1402]
table-cell: 343.80: [791, 771, 836, 794]
notice-signature: [595, 1031, 703, 1063]
notice-sig-line: पता-ग्वालियर (म.प्र.): [742, 1410, 790, 1417]
notice-sig-line: विज्ञप्ति जारी दिनांक- 16.01.2026: [607, 1054, 691, 1062]
table-cell: 9: [600, 748, 612, 771]
notice-sig-line: श्रीमती कमला उपाध्याय / विनोद कुमार उपाध्याय: [257, 817, 357, 833]
masthead-rule: [10, 40, 935, 43]
notice-sig-line: पल्लवी गर्ग/नीरज बंसल: [619, 1401, 681, 1410]
table-cell: 4: [600, 634, 612, 657]
street-headline: स्ट्रीट वॉल पेंटिंग 2.0 प्रतियोगिता कल: [140, 405, 238, 437]
table-cell: मेसर्स सूत्रम एवं सेफ मेडिकल कॉलेज, जबलपुर अंतर्गत शासकीय स्वशासी भवनों की मरम्मत कार्य।: [682, 566, 770, 589]
table-cell: 2: [600, 588, 612, 611]
notice-body: एतद् द्वारा सर्वसाधारण को सूचित किया जाता है कि नगर निगम ग्वालियर क्षेत्र के अंतर्गत स्थित भवन/भूखंड के नामांतरण हेतु विधिक वारिसों द्वारा आवेदन प्रस्तुत किया गया है। मूल स्वामी का निधन हो चुका है। यदि किसी व्यक्ति को इस नामांतरण पर आपत्ति हो तो वह प्रकाशन के 15 दिवस के अंदर कार्यालय में उपस्थित होकर लिखित आपत्ति प्रस्तुत कर सकता है। नियत अवधि पश्चात प्राप्त आपत्ति पर विचार नहीं किया जाएगा तथा नियमानुसार नामांतरण की कार्यवाही की जाएगी।: [366, 1090, 470, 1163]
notice-sig-line: श्रीमती किरन/हरनाम सिंह राजपूत: [378, 1038, 464, 1047]
notice-sig-line: किरण राठ्या / पद्मा लाल राठ्या: [380, 817, 462, 826]
startup-col1: के अवसर पर कहीं मुख्य वक्ता कही। विशेषज्ञ फरमान अंसार ने स्टार्टअप शुरू करने की प्रक्रिया, फंडिंग के अवसर, सरकारी योजनाओं तथा मार्केट स्ट्रेटेजी पर विस्तार से जानकारी दी। कार्यक्रम का मुख्य उद्देश्य युवाओं को स्टार्टअप संस्कृति, नवाचार एवं स्वरोजगार के प्रति प्रेरित करना रहा। डॉ. सुमन नैन ने कहा कि आज का युवा नवाचार की दिशा में आगे बढ़कर न केवल आत्मनिर्भर बन सकता है, बल्कि: [728, 236, 827, 330]
table-cell: 03 माह (वर्षा ऋतु सहित): [895, 588, 927, 611]
notice-sig-line: नैना शर्मा / श्री मनोज शर्मा: [499, 817, 567, 826]
notice-sig-line: विज्ञप्ति जारी दिनांक- 16.01.2026: [379, 833, 463, 841]
notice-sig-line: आवेदक का नाम व पता: [44, 1395, 96, 1402]
table-cell: 2000/-: [866, 611, 895, 634]
maheshwari-col3: खाडेड़, रेनू माहेश्वरी, शैली माहेश्वरी, सीमा माहेश्वरी, सुनीता राठी, ऋचा माहेश्वरी, आरती माहेश्वरी, ममता माहेश्वरी, पूजा माहेश्वरी, सुधा माहेश्वरी, रश्मि माहेश्वरी, कोमल: [474, 506, 584, 540]
notice-title: नामांकन विज्ञप्ति/आम सूचना: [595, 854, 703, 869]
table-cell: 2000/-: [866, 657, 895, 680]
notice-sig-line: पता-लश्कर ग्वालियर (म.प्र.): [39, 1410, 101, 1417]
table-cell: शासकीय कन्या महाविद्यालय जबलपुर में बाउण्ड्रीवाल निर्माण कार्य।: [682, 657, 770, 680]
notice-sig-line: आवेदक का नाम व पता: [281, 811, 333, 818]
table-cell: उच्चतर शिक्षा अकादमी भवन का संधारण कार्य।: [682, 680, 770, 703]
table-row: [600, 771, 927, 794]
table-row: [600, 748, 927, 771]
notice-body: एतद् द्वारा सर्वसाधारण को सूचित किया जाता है कि नगर निगम ग्वालियर क्षेत्र के अंतर्गत भवन क्रमांक 11, वार्ड नं. 22 में स्थित संपत्ति के स्वामी स्व. श्री का निधन हो चुका है। उक्त संपत्ति के नामांतरण हेतु विधिक वारिसों द्वारा आवेदन प्रस्तुत किया गया है। यदि किसी व्यक्ति को इस पर आपत्ति हो तो वह प्रकाशन के 15 दिवस के अंदर कार्यालय में आपत्ति प्रस्तुत कर सकता है।: [256, 562, 358, 620]
jiwaji-byline: पीपुल्स संवाददाता ■ ग्वालियर मो.नं. 9644644430: [617, 119, 694, 136]
notice-body: एतद् द्वारा सर्वसाधारण को सूचित किया जाता है कि नगर निगम ग्वालियर क्षेत्र के अंतर्गत भूखंड क्रमांक 57 का नामांतरण हेतु आवेदन प्रस्तुत किया गया है। यदि किसी व्यक्ति को इस पर आपत्ति हो तो वह प्रकाशन के 15 दिवस के अंदर कार्यालय में आपत्ति प्रस्तुत कर सकता है। नियत अवधि पश्चात प्राप्त आपत्ति पर विचार नहीं किया जाएगा।: [484, 562, 582, 620]
notice-sig-line: आवेदक का नाम व पता: [507, 811, 559, 818]
notice-signature: [367, 810, 475, 842]
site-url: ● peoplesupdate.com: [150, 15, 250, 25]
table-cell: 5: [600, 657, 612, 680]
table-cell: 06 माह (वर्षा ऋतु सहित): [895, 771, 927, 794]
notice-title: नामांकन विज्ञप्ति/आम सूचना: [131, 1073, 241, 1088]
name-transfer-notice: [708, 853, 818, 1067]
notice-sig-line: विज्ञप्ति जारी दिनांक- 16.01.2026: [724, 1417, 808, 1425]
startup-photo: [728, 118, 930, 230]
name-transfer-notice: [252, 544, 362, 846]
notice-sig-line: सुमित कुमार शर्मा/राम शंकर शर्मा: [839, 1401, 925, 1410]
ladli-headline: ग्वालियर की 3,02,533 बहनों के खातों में पहुंची 44.77 करोड़ की राशि: [594, 405, 932, 419]
notice-sig-line: विज्ञप्ति जारी दिनांक- 16.01.2026: [491, 841, 575, 848]
table-cell: 5000/-: [866, 771, 895, 794]
table-cell: 2026_PWDRB_475871_1: [611, 634, 682, 657]
notice-sig-line: विज्ञप्ति जारी दिनांक- 16.01.2026: [840, 1417, 924, 1425]
lead-col3: आह्वान किया है। उन्होंने बताया कि 23 जनवरी को विवाह स्थल जनकपुरी मैदान पर बारातियों का स्वागत किया जाएगा व दूल्हे को अन्य उपहारों के साथ होलमेंट दिया जाएगा। शुक्रवार को आयोजित हुई बैठक में एमआईसी सदस्य लक्ष्मी गुर्जर, गायत्री सर्राफ़िया, प्रेमलता जैन, संध्या कुशवाह, बबीता डाबर, बीणा भार्गव, रेखा त्यागी सहित कई महिलाएं उपस्थित रहीं।: [238, 236, 346, 313]
jiwaji-headline: जीवाजी विवि में राष्ट्रीय स्टार्टअप दिवस पर कार्यक्रम हुआ: [624, 63, 710, 103]
notice-sig-line: आवेदक का नाम व पता: [740, 1395, 792, 1402]
notice-title: नामांकन विज्ञप्ति/आम सूचना: [823, 854, 931, 869]
table-cell: 40000/-: [836, 634, 866, 657]
notice-signature: [479, 1394, 589, 1426]
name-transfer-notice: [366, 544, 476, 846]
notice-title: नामांकन विज्ञप्ति/आम सूचना: [595, 1073, 705, 1088]
table-cell: 17000/-: [836, 657, 866, 680]
notice-sig-line: पता- 15, श्रीराम कॉलोनी फेस-3, मुरार, वार्ड-53: [488, 826, 578, 841]
